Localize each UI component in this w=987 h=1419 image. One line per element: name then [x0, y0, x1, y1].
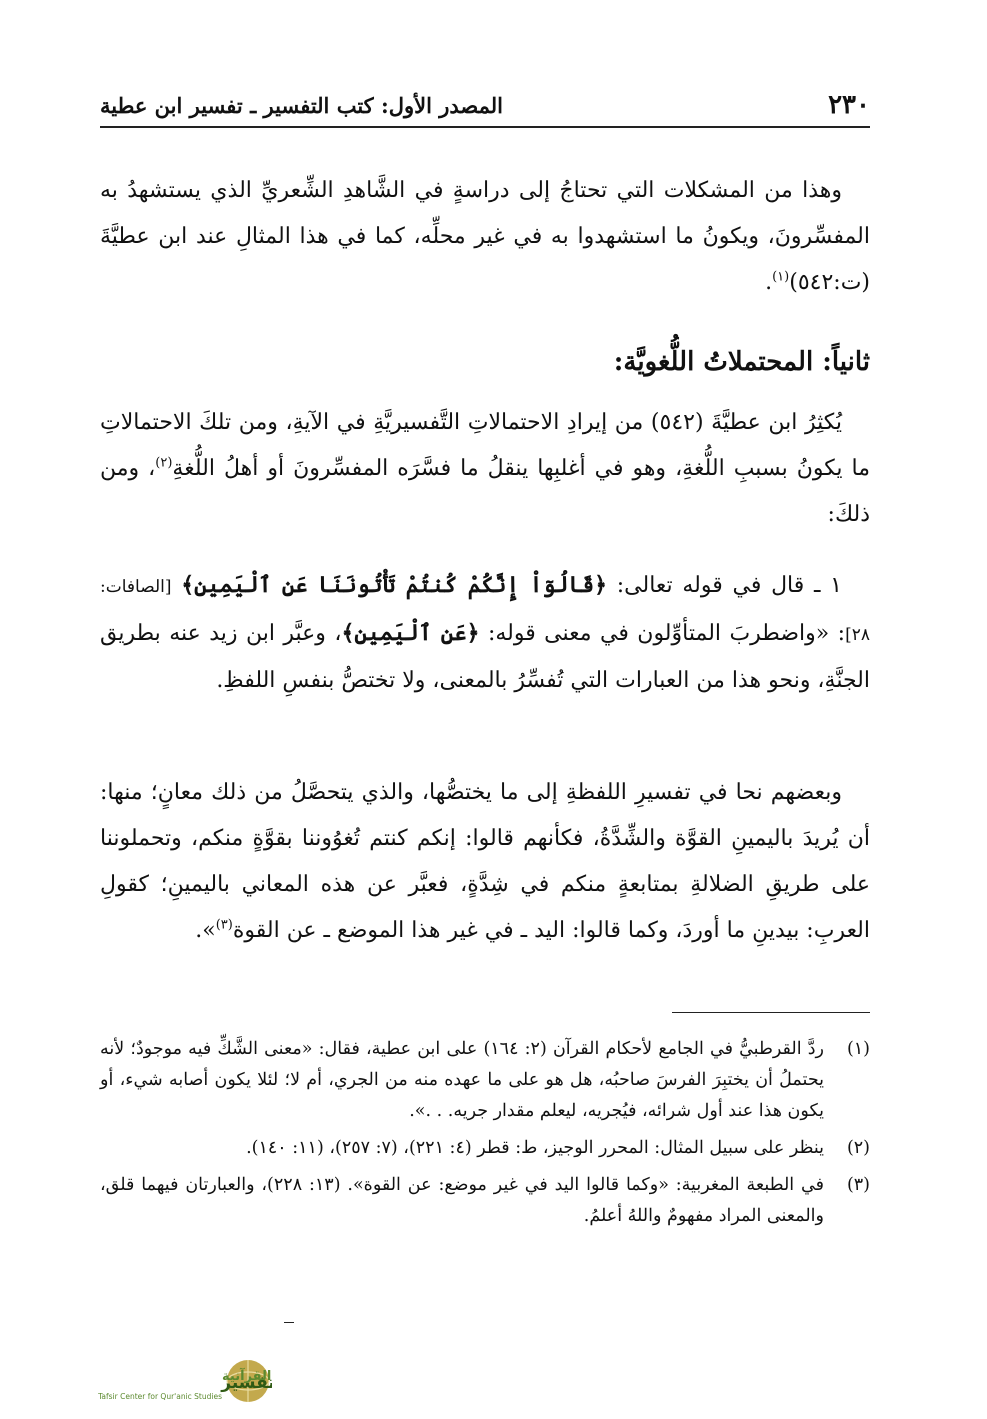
intro-paragraph	[100, 168, 870, 306]
end-mark	[284, 1322, 294, 1323]
quran-verse-fragment: ﴿عَنِ ٱلْيَمِينِ﴾	[341, 620, 480, 646]
example-lead: ١ ـ قال في قوله تعالى:	[616, 573, 842, 598]
footnote-3	[100, 1170, 870, 1232]
footnote-2	[100, 1133, 870, 1164]
paragraph-2-end: ».	[195, 918, 216, 943]
running-header	[100, 82, 870, 128]
quran-verse: ﴿قَالُوٓاْ إِنَّكُمْ كُنتُمْ تَأْتُونَنَا عَنِ ٱلْيَمِينِ﴾	[181, 572, 608, 598]
footnotes	[100, 1034, 870, 1238]
footnote-number: (٣)	[846, 1175, 870, 1195]
page-number: ٢٣٠	[828, 90, 870, 120]
logo-latin-name: Tafsir Center for Qur'anic Studies	[98, 1392, 222, 1401]
footnote-text: ينظر على سبيل المثال: المحرر الوجيز، ط: قطر (٤: ٢٢١)، (٧: ٢٥٧)، (١١: ١٤٠).	[246, 1138, 824, 1158]
example-mid: : «واضطربَ المتأوِّلون في معنى قوله:	[487, 621, 846, 646]
example-paragraph	[100, 562, 870, 704]
section-paragraph-end: ، ومن ذلكَ:	[100, 456, 870, 527]
section-paragraph-text: يُكثِرُ ابن عطيَّةَ (٥٤٢) من إيرادِ الاحتمالاتِ التَّفسيريَّةِ في الآيةِ، ومن تلكَ الاحتمالاتِ ما يكونُ بسببِ اللُّغةِ، وهو في أغلبِها ينقلُ ما فسَّرَه المفسِّرونَ أو أهلُ اللُّغةِ	[100, 410, 871, 481]
footnote-text: ردَّ القرطبيُّ في الجامع لأحكام القرآن (٢: ١٦٤) على ابن عطية، فقال: «معنى الشَّكِّ فيه موجودٌ؛ لأنه يحتملُ أن يختبِرَ الفرسَ صاحبُه، هل هو على ما عهده منه من الجري، أم لا؛ لئلا يكون أصابه شيء، أو يكون هذا عند أول شرائه، فيُجريه، ليعلم مقدار جريه. . .».	[100, 1039, 825, 1121]
footnote-number: (١)	[846, 1039, 870, 1059]
footnote-separator	[672, 1012, 870, 1013]
footnote-number: (٢)	[846, 1138, 870, 1158]
intro-text: وهذا من المشكلات التي تحتاجُ إلى دراسةٍ في الشَّاهدِ الشِّعريِّ الذي يستشهدُ به المفسِّرونَ، ويكونُ ما استشهدوا به في غير محلِّه، كما في هذا المثالِ عند ابن عطيَّةَ (ت:٥٤٢)	[100, 178, 870, 295]
example-rest: ، وعبَّر ابن زيد عنه بطريق الجنَّةِ، ونحو هذا من العبارات التي تُفسِّرُ بالمعنى، ولا تختصُّ بنفسِ اللفظِ.	[100, 621, 870, 693]
running-title: المصدر الأول: كتب التفسير ـ تفسير ابن عطية	[100, 93, 503, 118]
tafsir-center-logo	[10, 1355, 272, 1409]
paragraph-2-text: وبعضهم نحا في تفسيرِ اللفظةِ إلى ما يختصُّها، والذي يتحصَّلُ من ذلك معانٍ؛ منها: أن يُريدَ باليمينِ القوَّة والشِّدَّةُ، فكأنهم قالوا: إنكم كنتم تُغوُوننا بقوَّةٍ منكم، وتحملوننا على طريقِ الضلالةِ بمتابعةٍ منكم في شِدَّةٍ، فعبَّر عن هذه المعاني باليمينِ؛ كقولِ العربِ: بيدينِ ما أوردَ، وكما قالوا: اليد ـ في غير هذا الموضع ـ عن القوة	[100, 780, 870, 943]
footnote-ref-2[interactable]: (٢)	[155, 455, 173, 471]
footnote-ref-3[interactable]: (٣)	[215, 917, 233, 933]
logo-wordmark: تفسير	[221, 1373, 272, 1393]
footnote-1	[100, 1034, 870, 1127]
logo-graphic	[10, 1355, 272, 1409]
section-paragraph	[100, 400, 870, 538]
paragraph-2	[100, 770, 870, 954]
footnote-ref-1[interactable]: (١)	[772, 269, 790, 285]
verse-citation: [الصافات: ٢٨]	[100, 577, 870, 645]
intro-end: .	[765, 270, 773, 295]
logo-arabic-name: القرآنية	[222, 1369, 272, 1384]
section-heading: ثانياً: المحتملاتُ اللُّغويَّة:	[613, 347, 870, 377]
footnote-text: في الطبعة المغربية: «وكما قالوا اليد في غير موضع: عن القوة». (١٣: ٢٢٨)، والعبارتان فيهما قلق، والمعنى المراد مفهومٌ واللهُ أعلمُ.	[100, 1175, 824, 1226]
